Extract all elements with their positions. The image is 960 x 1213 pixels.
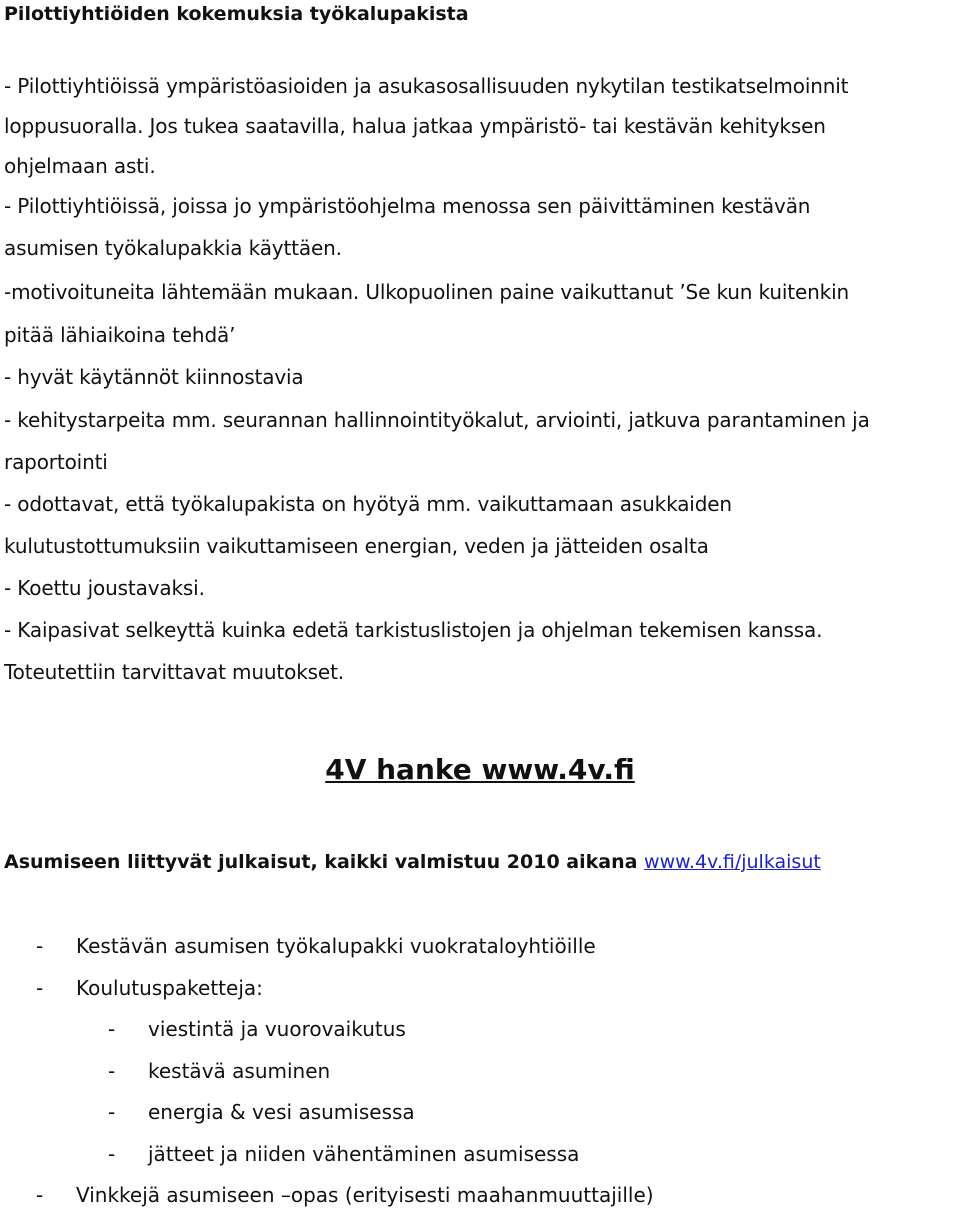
list-dash: - [108,1100,116,1124]
document-title: Pilottiyhtiöiden kokemuksia työkalupakista [4,3,469,25]
publications-link[interactable]: www.4v.fi/julkaisut [644,851,821,873]
list-item-text: Koulutuspaketteja: [76,976,263,1000]
body-line-10: raportointi [4,450,108,474]
list-dash: - [36,1183,44,1207]
body-line-13: - Koettu joustavaksi. [4,576,205,600]
body-line-14: - Kaipasivat selkeyttä kuinka edetä tarkistuslistojen ja ohjelman tekemisen kanssa. [4,618,823,642]
list-item-text: Kestävän asumisen työkalupakki vuokrataloyhtiöille [76,934,596,958]
body-line-8: - hyvät käytännöt kiinnostavia [4,365,304,389]
list-dash: - [108,1142,116,1166]
list-dash: - [108,1017,116,1041]
body-line-1: - Pilottiyhtiöissä ympäristöasioiden ja asukasosallisuuden nykytilan testikatselmoinnit [4,74,849,98]
body-line-6: -motivoituneita lähtemään mukaan. Ulkopuolinen paine vaikuttanut ’Se kun kuitenkin [4,280,850,304]
body-line-5: asumisen työkalupakkia käyttäen. [4,236,342,260]
project-heading: 4V hanke www.4v.fi [325,753,635,786]
body-line-11: - odottavat, että työkalupakista on hyötyä mm. vaikuttamaan asukkaiden [4,492,732,516]
list-dash: - [36,934,44,958]
body-line-12: kulutustottumuksiin vaikuttamiseen energian, veden ja jätteiden osalta [4,534,709,558]
publications-line [4,850,821,874]
publications-text: Asumiseen liittyvät julkaisut, kaikki valmistuu 2010 aikana [4,851,645,873]
list-subitem-text: energia & vesi asumisessa [148,1100,415,1124]
list-subitem-text: kestävä asuminen [148,1059,331,1083]
list-subitem-text: viestintä ja vuorovaikutus [148,1017,406,1041]
body-line-9: - kehitystarpeita mm. seurannan hallinnointityökalut, arviointi, jatkuva parantaminen ja [4,408,870,432]
body-line-7: pitää lähiaikoina tehdä’ [4,323,236,347]
list-dash: - [108,1059,116,1083]
list-dash: - [36,976,44,1000]
body-line-3: ohjelmaan asti. [4,154,156,178]
list-item-text: Vinkkejä asumiseen –opas (erityisesti maahanmuuttajille) [76,1183,654,1207]
body-line-15: Toteutettiin tarvittavat muutokset. [4,660,344,684]
list-subitem-text: jätteet ja niiden vähentäminen asumisessa [148,1142,580,1166]
body-line-4: - Pilottiyhtiöissä, joissa jo ympäristöohjelma menossa sen päivittäminen kestävän [4,194,811,218]
body-line-2: loppusuoralla. Jos tukea saatavilla, halua jatkaa ympäristö- tai kestävän kehityksen [4,114,826,138]
